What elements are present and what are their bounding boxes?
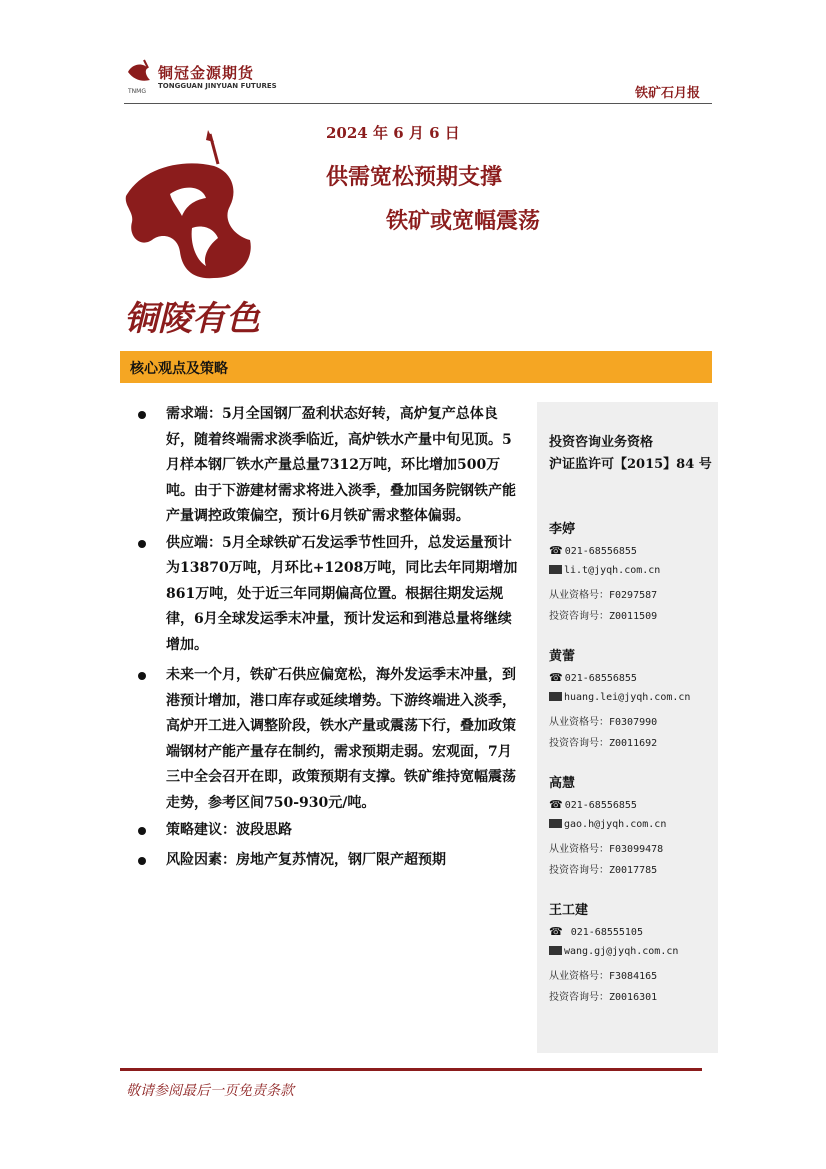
analyst-phone: 021-68556855: [564, 673, 637, 684]
qualification-line2: 沪证监许可【2015】84 号: [549, 457, 712, 472]
point-text: 策略建议：波段思路: [166, 822, 292, 838]
company-name-en: TONGGUAN JINYUAN FUTURES: [158, 82, 277, 90]
point-demand: [130, 402, 524, 530]
qualification-line1: 投资咨询业务资格: [549, 435, 654, 450]
point-outlook: [130, 663, 524, 816]
phone-icon: ☎: [549, 671, 563, 684]
bullet-icon: [138, 827, 146, 835]
bullet-icon: [138, 540, 146, 548]
analyst-license: 从业资格号：F03099478: [549, 844, 664, 855]
bullet-icon: [138, 411, 146, 419]
analyst-email[interactable]: gao.h@jyqh.com.cn: [564, 819, 667, 830]
analyst-name: 黄蕾: [549, 649, 576, 664]
report-date: 2024 年 6 月 6 日: [326, 124, 460, 142]
report-title-line2: 铁矿或宽幅震荡: [386, 208, 541, 234]
core-points: [130, 400, 524, 873]
section-title: 核心观点及策略: [130, 361, 228, 377]
company-logo: [124, 58, 277, 98]
phone-icon: ☎: [549, 925, 563, 938]
email-icon: [549, 946, 562, 955]
analyst-license: 从业资格号：F0297587: [549, 590, 658, 601]
point-text: 需求端：5月全国钢厂盈利状态好转，高炉复产总体良好，随着终端需求淡季临近，高炉铁水产量中旬见顶。5月样本钢厂铁水产量总量7312万吨，环比增加500万吨。由于下游建材需求将进入淡季，叠加国务院钢铁产能产量调控政策偏空，预计6月铁矿需求整体偏弱。: [166, 406, 516, 524]
email-icon: [549, 692, 562, 701]
email-icon: [549, 565, 562, 574]
tongling-emblem-logo: [122, 128, 272, 340]
footer-disclaimer: 敬请参阅最后一页免责条款: [126, 1083, 294, 1099]
analyst-sidebar: [537, 402, 718, 1053]
phone-icon: ☎: [549, 798, 563, 811]
analyst-name: 王工建: [549, 903, 589, 918]
analyst-card: [549, 899, 714, 1009]
qualification: [549, 432, 712, 476]
analyst-name: 高慧: [549, 776, 576, 791]
analyst-phone: 021-68555105: [564, 927, 643, 938]
point-strategy: [130, 818, 524, 844]
point-supply: [130, 531, 524, 659]
analyst-card: [549, 772, 714, 882]
analyst-name: 李婷: [549, 522, 576, 537]
analyst-email[interactable]: huang.lei@jyqh.com.cn: [564, 692, 691, 703]
analyst-consult-id: 投资咨询号：Z0011692: [549, 738, 658, 749]
footer-divider: [120, 1068, 702, 1071]
point-text: 供应端：5月全球铁矿石发运季节性回升，总发运量预计为13870万吨，月环比+1208万吨，同比去年同期增加861万吨，处于近三年同期偏高位置。根据往期发运规律，6月全球发运季末冲量，预计发运和到港总量将继续增加。: [166, 534, 518, 653]
point-text: 未来一个月，铁矿石供应偏宽松，海外发运季末冲量，到港预计增加，港口库存或延续增势。下游终端进入淡季，高炉开工进入调整阶段，铁水产量或震荡下行，叠加政策端钢材产能产量存在制约，需求预期走弱。宏观面，7月三中全会召开在即，政策预期有支撑。铁矿维持宽幅震荡走势，参考区间750-930元/吨。: [166, 667, 516, 811]
analyst-phone: 021-68556855: [564, 546, 637, 557]
company-name-cn: 铜冠金源期货: [158, 64, 255, 82]
analyst-phone: 021-68556855: [564, 800, 637, 811]
header-divider: [124, 103, 712, 104]
analyst-email[interactable]: li.t@jyqh.com.cn: [564, 565, 661, 576]
analyst-card: [549, 645, 714, 755]
section-header: [120, 351, 712, 383]
report-type: 铁矿石月报: [634, 86, 700, 101]
analyst-license: 从业资格号：F0307990: [549, 717, 658, 728]
analyst-license: 从业资格号：F3084165: [549, 971, 658, 982]
phone-icon: ☎: [549, 544, 563, 557]
bullet-icon: [138, 857, 146, 865]
bullet-icon: [138, 672, 146, 680]
analyst-consult-id: 投资咨询号：Z0016301: [549, 992, 658, 1003]
company-logo-icon: [124, 58, 156, 88]
report-title-line1: 供需宽松预期支撑: [326, 164, 503, 190]
analyst-email[interactable]: wang.gj@jyqh.com.cn: [564, 946, 679, 957]
analyst-consult-id: 投资咨询号：Z0017785: [549, 865, 658, 876]
analyst-card: [549, 518, 714, 628]
point-risk: [130, 848, 524, 874]
company-abbr: TNMG: [128, 88, 146, 95]
point-text: 风险因素：房地产复苏情况，钢厂限产超预期: [166, 851, 446, 868]
email-icon: [549, 819, 562, 828]
analyst-consult-id: 投资咨询号：Z0011509: [549, 611, 658, 622]
emblem-calligraphy: 铜陵有色: [124, 299, 260, 339]
